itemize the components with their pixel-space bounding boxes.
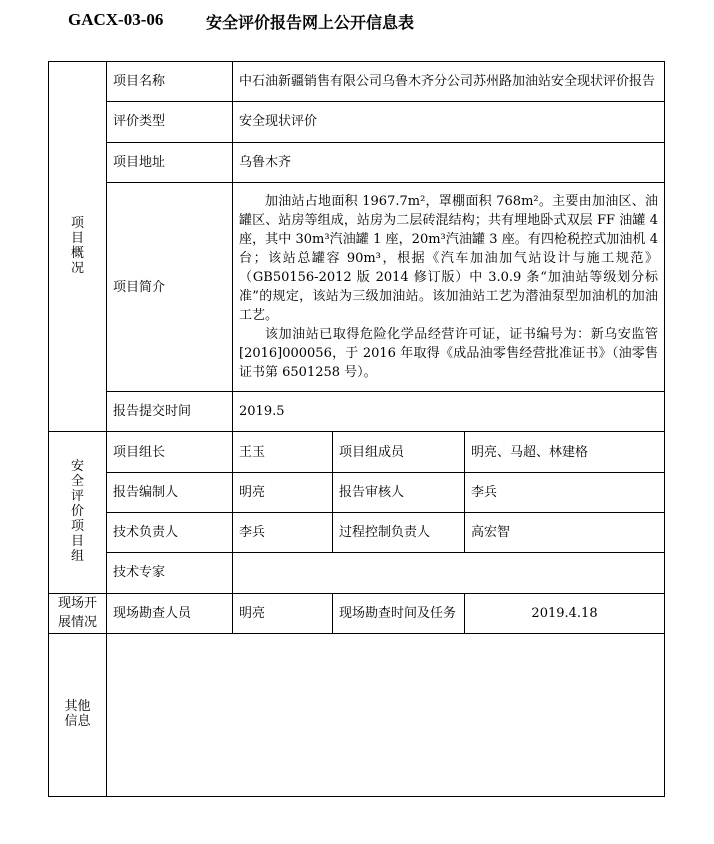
section-team	[49, 432, 107, 593]
value-team-members: 明亮、马超、林建格	[465, 432, 665, 472]
value-site-time: 2019.4.18	[465, 593, 665, 633]
value-tech-lead: 李兵	[233, 513, 333, 553]
row-project-address	[49, 142, 665, 182]
label-submit-time: 报告提交时间	[107, 392, 233, 432]
page-title: 安全评价报告网上公开信息表	[206, 13, 415, 32]
section-site: 现场开展情况	[49, 593, 107, 633]
row-submit-time	[49, 392, 665, 432]
label-process-control: 过程控制负责人	[333, 513, 465, 553]
row-site-inspection	[49, 593, 665, 633]
value-site-inspector: 明亮	[233, 593, 333, 633]
row-report-author	[49, 472, 665, 512]
label-team-members: 项目组成员	[333, 432, 465, 472]
value-project-address: 乌鲁木齐	[233, 142, 665, 182]
value-submit-time: 2019.5	[233, 392, 665, 432]
section-project-overview	[49, 62, 107, 432]
value-eval-type: 安全现状评价	[233, 102, 665, 142]
section-label-team: 安全评价项目组	[70, 459, 84, 565]
value-other-info	[107, 633, 665, 796]
label-report-reviewer: 报告审核人	[333, 472, 465, 512]
value-report-reviewer: 李兵	[465, 472, 665, 512]
row-team-leader	[49, 432, 665, 472]
label-eval-type: 评价类型	[107, 102, 233, 142]
info-table	[48, 61, 665, 797]
label-tech-lead: 技术负责人	[107, 513, 233, 553]
summary-paragraph-1: 加油站占地面积 1967.7m²，罩棚面积 768m²。主要由加油区、油罐区、站房等组成，站房为二层砖混结构；共有埋地卧式双层 FF 油罐 4 座，其中 30m³汽油罐 1 座，20m³汽油罐 3 座。有四枪税控式加油机 4 台；该站总罐容 90m³，根据《汽车加油加气站设计与施工规范》（GB50156-2012 版 2014 修订版）中 3.0.9 条“加油站等级划分标准”的规定，该站为三级加油站。该加油站工艺为潜油泵型加油机的加油工艺。	[239, 194, 659, 323]
row-project-name	[49, 62, 665, 102]
value-project-summary	[233, 182, 665, 391]
section-label-project-overview: 项目概况	[70, 215, 84, 276]
label-report-author: 报告编制人	[107, 472, 233, 512]
label-tech-expert: 技术专家	[107, 553, 233, 593]
row-tech-lead	[49, 513, 665, 553]
label-site-inspector: 现场勘查人员	[107, 593, 233, 633]
row-project-summary	[49, 182, 665, 391]
label-site-time: 现场勘查时间及任务	[333, 593, 465, 633]
label-project-address: 项目地址	[107, 142, 233, 182]
summary-paragraph-2: 该加油站已取得危险化学品经营许可证，证书编号为：新乌安监管[2016]000056，于 2016 年取得《成品油零售经营批准证书》（油零售证书第 6501258 号）。	[239, 327, 659, 380]
value-process-control: 高宏智	[465, 513, 665, 553]
label-project-name: 项目名称	[107, 62, 233, 102]
value-report-author: 明亮	[233, 472, 333, 512]
label-project-summary: 项目简介	[107, 182, 233, 391]
label-team-leader: 项目组长	[107, 432, 233, 472]
value-tech-expert	[233, 553, 665, 593]
form-code: GACX-03-06	[68, 10, 164, 29]
row-tech-expert	[49, 553, 665, 593]
value-team-leader: 王玉	[233, 432, 333, 472]
section-other	[49, 633, 107, 796]
section-label-other: 其他信息	[64, 698, 91, 729]
row-eval-type	[49, 102, 665, 142]
value-project-name: 中石油新疆销售有限公司乌鲁木齐分公司苏州路加油站安全现状评价报告	[233, 62, 665, 102]
row-other-info	[49, 633, 665, 796]
